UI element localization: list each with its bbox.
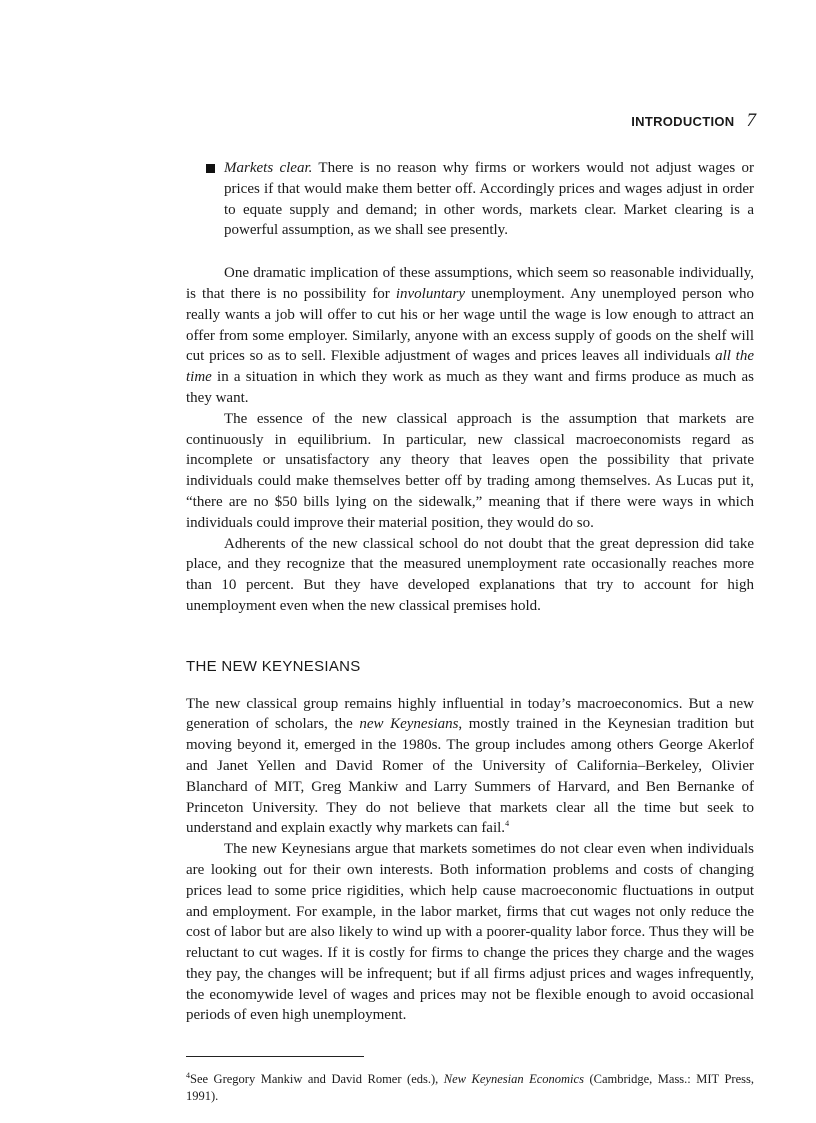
footnote-reference: 4 xyxy=(505,819,510,829)
bullet-item-markets-clear xyxy=(186,158,754,241)
section-heading: THE NEW KEYNESIANS xyxy=(186,657,361,675)
running-head xyxy=(631,110,756,132)
paragraph: The essence of the new classical approach is the assumption that markets are continuously in equilibrium. In particular, new classical macroeconomists regard as incomplete or unsatisfactory any theory that leaves open the possibility that private individuals could make themselves better off by trading among themselves. As Lucas put it, “there are no $50 bills lying on the sidewalk,” meaning that if there were ways in which individuals could improve their material position, they would do so. xyxy=(186,410,754,531)
page-number: 7 xyxy=(746,110,756,131)
bullet-lead: Markets clear. xyxy=(224,160,313,176)
paragraph-text: , mostly trained in the Keynesian tradition but moving beyond it, emerged in the 1980s. The group includes among others George Akerlof and Janet Yellen and David Romer of the University of California–Berkeley, Olivier Blanchard of MIT, Greg Mankiw and Larry Summers of Harvard, and Ben Bernanke of Princeton University. They do not believe that markets clear all the time but seek to understand and explain exactly why markets can fail. xyxy=(186,716,755,837)
footnote-emphasis: New Keynesian Economics xyxy=(443,1072,584,1087)
paragraph: The new Keynesians argue that markets sometimes do not clear even when individuals are looking out for their own interests. Both information problems and costs of changing prices lead to some price rigidities, which help cause macroeconomic fluctuations in output and employment. For example, in the labor market, firms that cut wages not only reduce the cost of labor but are also likely to wind up with a poorer-quality labor force. Thus they will be reluctant to cut wages. If it is costly for firms to change the prices they charge and the wages they pay, the changes will be infrequent; but if all firms adjust prices and wages infrequently, the economywide level of wages and prices may not be flexible enough to avoid occasional periods of even high unemployment. xyxy=(186,841,754,1024)
footnote xyxy=(186,1071,754,1105)
bullet-text: There is no reason why firms or workers would not adjust wages or prices if that would make them better off. Accordingly prices and wages adjust in order to equate supply and demand; in other words, markets clear. Market clearing is a powerful assumption, as we shall see presently. xyxy=(224,160,754,239)
paragraph-text: The new classical group remains highly influential in today’s macroeconomics. But a new generation of scholars, the xyxy=(186,695,754,733)
paragraph xyxy=(186,694,754,840)
paragraph-text: unemployment. Any unemployed person who really wants a job will offer to cut his or her wage until the wage is low enough to attract an offer from some employer. Similarly, anyone with an excess supply of goods on the shelf will cut prices so as to sell. Flexible adjustment of wages and prices leaves all individuals xyxy=(186,285,754,365)
footnote-text: (Cambridge, Mass.: MIT Press, 1991). xyxy=(186,1072,754,1104)
emphasis: involuntary xyxy=(395,285,466,302)
square-bullet-icon xyxy=(206,164,215,173)
running-title: INTRODUCTION xyxy=(631,114,735,129)
paragraph-text: in a situation in which they work as much as they want and firms produce as much as they want. xyxy=(186,369,754,406)
footnote-text: See Gregory Mankiw and David Romer (eds.), xyxy=(190,1072,444,1087)
emphasis: new Keynesians xyxy=(359,716,459,733)
emphasis: all the time xyxy=(186,348,754,386)
paragraph-text: One dramatic implication of these assumptions, which seem so reasonable individually, is that there is no possibility for xyxy=(186,265,754,302)
paragraph xyxy=(186,263,754,409)
footnote-marker: 4 xyxy=(186,1071,190,1081)
paragraph: Adherents of the new classical school do not doubt that the great depression did take place, and they recognize that the measured unemployment rate occasionally reaches more than 10 percent. But they have developed explanations that try to account for high unemployment even when the new classical premises hold. xyxy=(186,535,754,614)
footnote-divider xyxy=(186,1056,364,1057)
body-text xyxy=(186,158,754,1105)
